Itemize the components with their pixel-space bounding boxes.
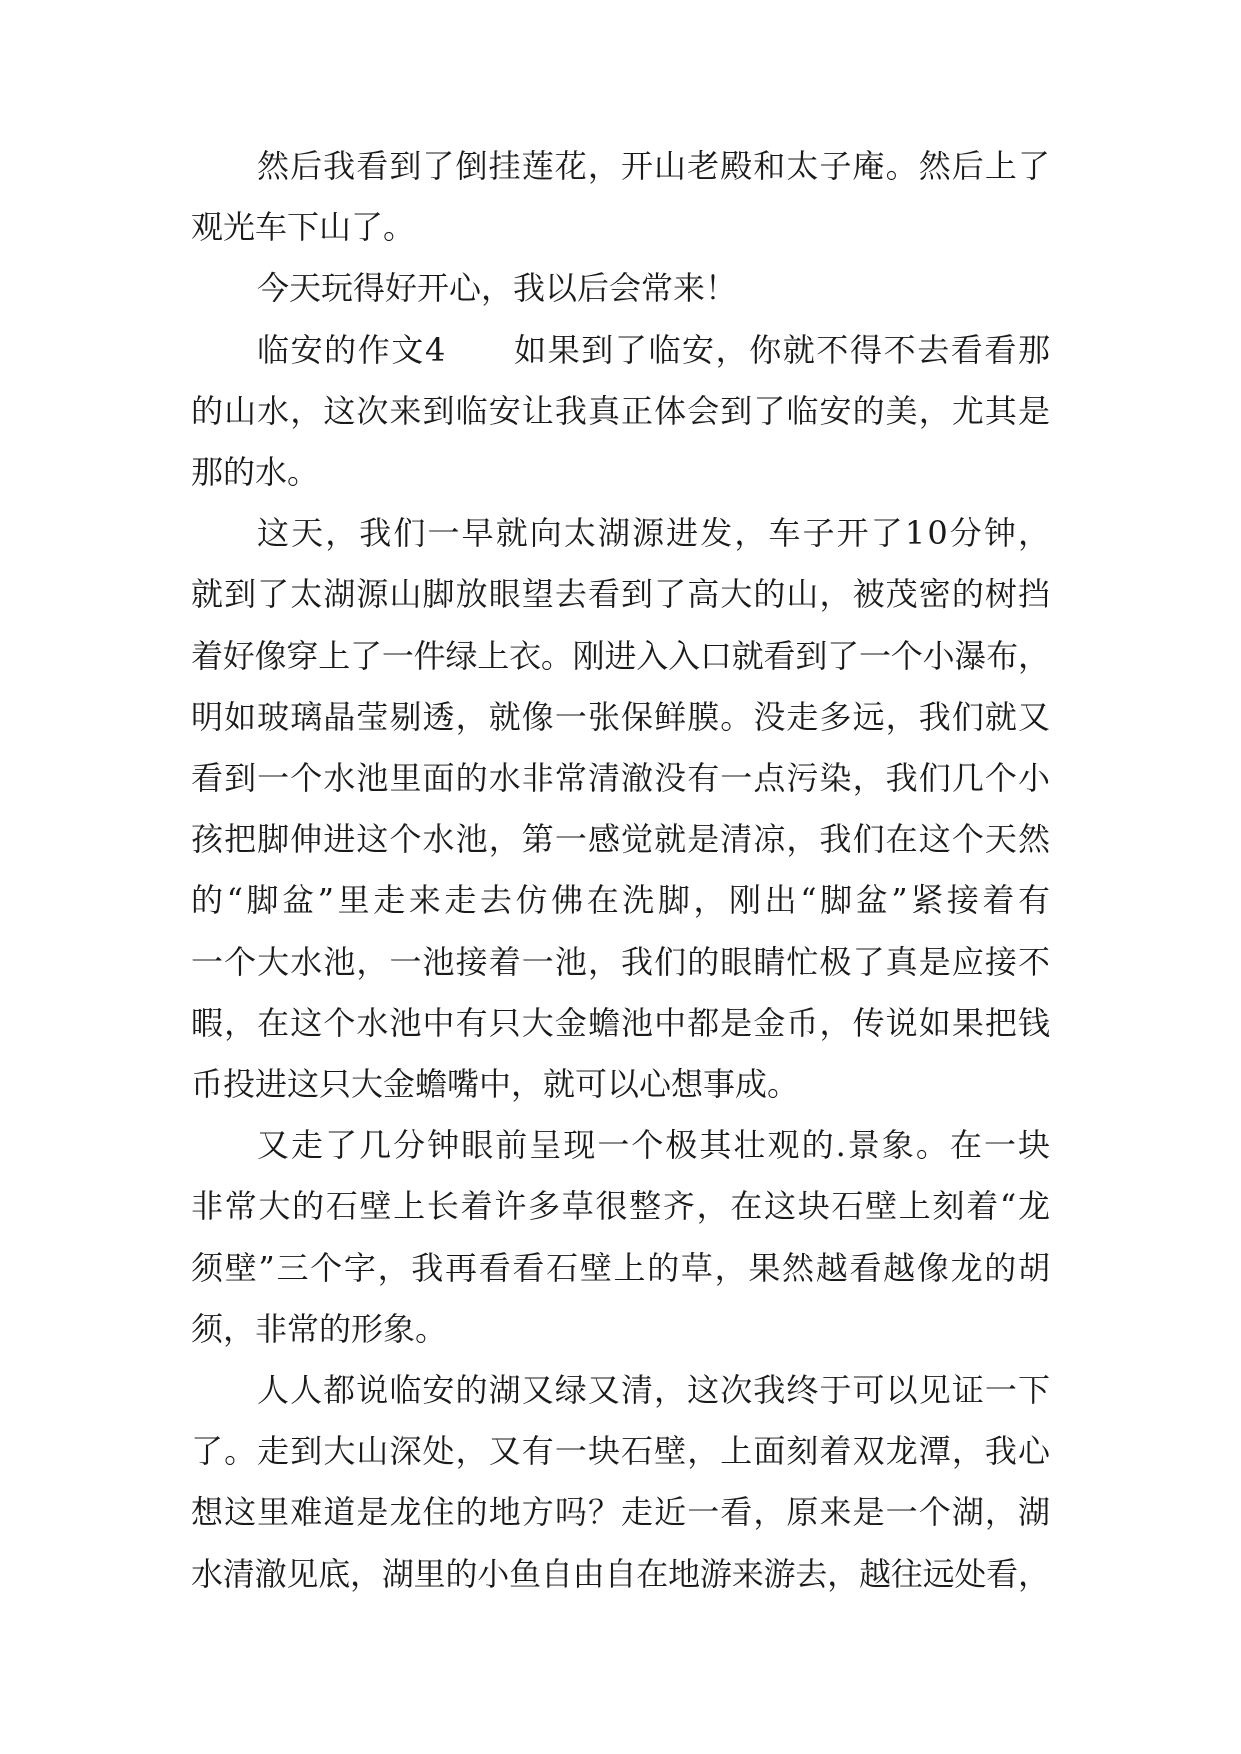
paragraph-line: 明如玻璃晶莹剔透，就像一张保鲜膜。没走多远，我们就又: [191, 697, 1052, 736]
text-line: [0, 1421, 1241, 1481]
text-line: [0, 564, 1241, 624]
paragraph-line: 非常大的石壁上长着许多草很整齐，在这块石壁上刻着“龙: [191, 1187, 1052, 1226]
text-line: [0, 1360, 1241, 1420]
text-line: [0, 442, 1241, 502]
paragraph-line: 一个大水池，一池接着一池，我们的眼睛忙极了真是应接不: [191, 942, 1052, 981]
paragraph-line: 须，非常的形象。: [191, 1309, 448, 1348]
text-line: [0, 136, 1241, 196]
text-line: [0, 993, 1241, 1053]
text-line: [0, 1482, 1241, 1542]
paragraph-line: 观光车下山了。: [191, 208, 416, 247]
text-line: [0, 870, 1241, 930]
text-line: [0, 809, 1241, 869]
text-line: [0, 626, 1241, 686]
text-line: [0, 503, 1241, 563]
paragraph-line: 孩把脚伸进这个水池，第一感觉就是清凉，我们在这个天然: [191, 820, 1052, 859]
text-line: [0, 1299, 1241, 1359]
paragraph-line: 须壁”三个字，我再看看石壁上的草，果然越看越像龙的胡: [191, 1248, 1052, 1287]
text-line: [0, 1054, 1241, 1114]
text-line: [0, 1544, 1241, 1604]
paragraph-first-line: 这天，我们一早就向太湖源进发，车子开了10分钟，: [257, 514, 1053, 553]
paragraph-first-line: 临安的作文4 如果到了临安，你就不得不去看看那: [257, 330, 1052, 369]
paragraph-line: 水清澈见底，湖里的小鱼自由自在地游来游去，越往远处看，: [191, 1554, 1050, 1593]
text-line: [0, 258, 1241, 318]
text-line: [0, 320, 1241, 380]
paragraph-first-line: 今天玩得好开心，我以后会常来！: [257, 269, 738, 308]
text-line: [0, 687, 1241, 747]
text-line: [0, 381, 1241, 441]
text-line: [0, 1176, 1241, 1236]
text-line: [0, 197, 1241, 257]
text-line: [0, 748, 1241, 808]
paragraph-line: 的山水，这次来到临安让我真正体会到了临安的美，尤其是: [191, 391, 1052, 430]
paragraph-line: 暇，在这个水池中有只大金蟾池中都是金币，传说如果把钱: [191, 1003, 1052, 1042]
paragraph-first-line: 然后我看到了倒挂莲花，开山老殿和太子庵。然后上了: [257, 147, 1052, 185]
paragraph-line: 想这里难道是龙住的地方吗？走近一看，原来是一个湖，湖: [191, 1493, 1052, 1532]
text-line: [0, 1238, 1241, 1298]
paragraph-line: 那的水。: [191, 453, 320, 491]
paragraph-first-line: 又走了几分钟眼前呈现一个极其壮观的.景象。在一块: [257, 1126, 1053, 1165]
paragraph-line: 就到了太湖源山脚放眼望去看到了高大的山，被茂密的树挡: [191, 575, 1052, 614]
paragraph-line: 看到一个水池里面的水非常清澈没有一点污染，我们几个小: [191, 759, 1052, 797]
paragraph-first-line: 人人都说临安的湖又绿又清，这次我终于可以见证一下: [257, 1371, 1052, 1409]
paragraph-line: 了。走到大山深处，又有一块石壁，上面刻着双龙潭，我心: [191, 1432, 1052, 1471]
paragraph-line: 币投进这只大金蟾嘴中，就可以心想事成。: [191, 1065, 800, 1103]
paragraph-line: 的“脚盆”里走来走去仿佛在洗脚，刚出“脚盆”紧接着有: [191, 881, 1054, 920]
paragraph-line: 着好像穿上了一件绿上衣。刚进入入口就看到了一个小瀑布，: [191, 636, 1050, 675]
text-line: [0, 1115, 1241, 1175]
text-line: [0, 932, 1241, 992]
